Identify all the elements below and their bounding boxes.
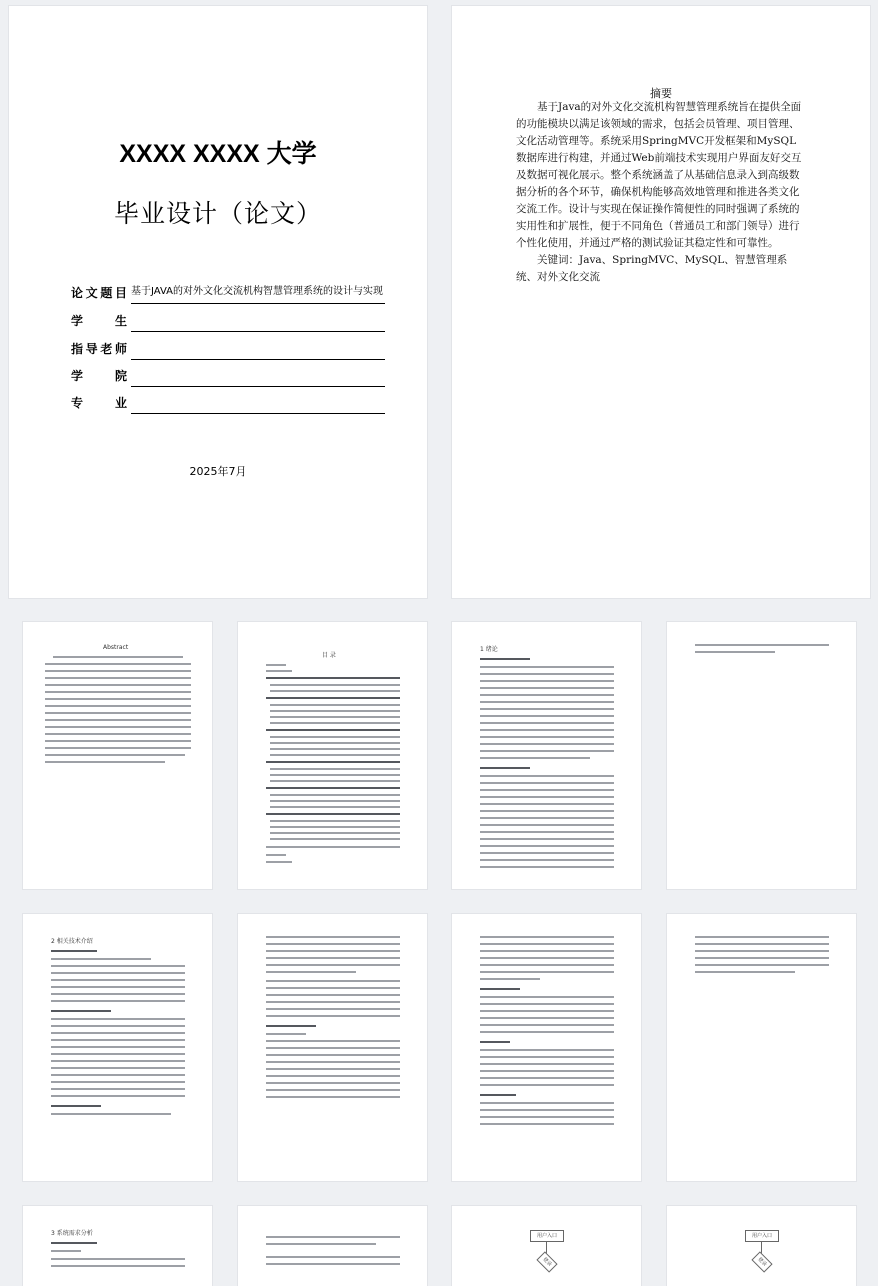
thumb-page-chapter2-cont2[interactable] [452,914,641,1181]
page-heading: 3 系统需求分析 [51,1230,93,1237]
thumb-page-flowchart-2[interactable] [667,1206,856,1286]
field-value [131,339,385,360]
field-label: 专业 [71,396,127,410]
thumb-page-chapter1-end[interactable] [667,622,856,889]
thesis-type-title: 毕业设计（论文） [113,199,322,228]
page-heading: 2 相关技术介绍 [51,938,93,945]
abstract-keywords: 关键词：Java、SpringMVC、MySQL、智慧管理系统、对外文化交流 [516,254,788,283]
cover-page[interactable] [9,6,427,598]
field-value [131,393,385,414]
flow-login-node: 登录 [536,1251,557,1272]
thumb-page-toc[interactable] [238,622,427,889]
thumb-page-chapter1[interactable] [452,622,641,889]
thumb-page-chapter2-cont[interactable] [238,914,427,1181]
abstract-page[interactable] [452,6,870,598]
page-heading: Abstract [103,644,129,651]
thumb-page-chapter2[interactable] [23,914,212,1181]
thumb-page-chapter2-end[interactable] [667,914,856,1181]
field-label: 学生 [71,314,127,328]
cover-date: 2025年7月 [189,465,247,478]
field-value: 基于JAVA的对外文化交流机构智慧管理系统的设计与实现 [131,283,385,304]
field-value [131,366,385,387]
page-heading: 1 绪论 [480,646,498,653]
flow-login-node: 登录 [751,1251,772,1272]
flow-start-node: 用户入口 [745,1230,779,1242]
thumb-page-english-abstract[interactable] [23,622,212,889]
flow-start-node: 用户入口 [530,1230,564,1242]
field-label: 学院 [71,369,127,383]
field-value [131,311,385,332]
abstract-body: 基于Java的对外文化交流机构智慧管理系统旨在提供全面的功能模块以满足该领域的需求，包括会员管理、项目管理、文化活动管理等。系统采用SpringMVC开发框架和MySQL数据库进行构建，并通过Web前端技术实现用户界面友好交互及数据可视化展示。整个系统涵盖了从基础信息录入到高级数据分析的各个环节，确保机构能够高效地管理和推进各类文化交流工作。设计与实现在保证操作简便性的同时强调了系统的实用性和扩展性，便于不同角色（普通员工和部门领导）进行个性化使用，并通过严格的测试验证其稳定性和可靠性。 [516,101,802,249]
thumb-page-chapter3[interactable] [23,1206,212,1286]
field-label: 论文题目 [71,286,127,300]
abstract-heading: 摘要 [650,87,672,100]
thumb-page-chapter3-cont[interactable] [238,1206,427,1286]
school-name: XXXX XXXX 大学 [119,140,317,168]
thumb-page-flowchart-1[interactable] [452,1206,641,1286]
page-heading: 目 录 [322,652,336,659]
field-label: 指导老师 [71,342,127,356]
